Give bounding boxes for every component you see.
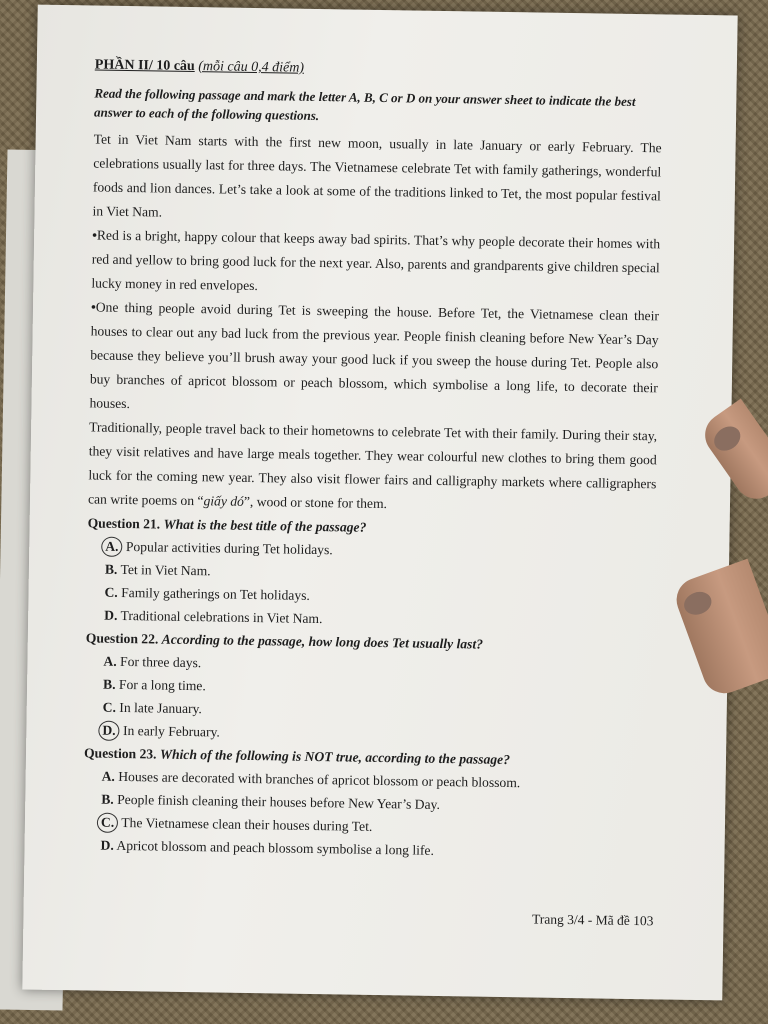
circled-answer-letter: A. <box>101 537 123 557</box>
question-label: Question 21. <box>87 515 161 532</box>
passage-intro: Tet in Viet Nam starts with the first new moon, usually in late January or early February. The celebrations usually last for three days. The Vietnamese celebrate Tet with family gatherings, wonderful foods and lion dances. Let’s take a look at some of the traditions linked to Tet, the most popular festival in Viet Nam. <box>92 131 662 220</box>
page-footer: Trang 3/4 - Mã đề 103 <box>531 911 654 929</box>
option-letter: C. <box>104 584 118 600</box>
option-text: Houses are decorated with branches of apricot blossom or peach blossom. <box>118 768 521 791</box>
questions-list <box>82 511 655 865</box>
para3-text-a: Traditionally, people travel back to their hometowns to celebrate Tet with their family. During their stay, they visit relatives and have large meals together. They wear colourful new clothes to bring them good luck for the coming new year. They also visit flower fairs and calligraphy markets where calligraphers can write poems on “ <box>87 419 658 509</box>
fingernail <box>681 588 715 618</box>
option-letter: A. <box>103 653 117 669</box>
passage-paragraph-3 <box>88 415 657 520</box>
section-heading <box>95 53 663 86</box>
option-letter: B. <box>104 561 118 577</box>
option-text: People finish cleaning their houses before New Year’s Day. <box>117 791 441 812</box>
page-content <box>82 53 663 865</box>
circled-answer-letter: C. <box>97 813 119 833</box>
option-letter: B. <box>101 791 114 807</box>
option-text: Family gatherings on Tet holidays. <box>121 584 310 603</box>
option-text: Apricot blossom and peach blossom symbolise a long life. <box>116 837 435 858</box>
question-label: Question 23. <box>83 745 157 762</box>
option-letter: A. <box>101 768 116 784</box>
question-text: According to the passage, how long does Tet usually last? <box>161 631 484 652</box>
option-text: The Vietnamese clean their houses during Tet. <box>121 814 373 834</box>
section-title: PHẦN II/ 10 câu <box>94 57 195 75</box>
exam-page <box>22 5 737 1001</box>
question-text: Which of the following is NOT true, according to the passage? <box>159 746 511 768</box>
option-text: In early February. <box>122 722 220 740</box>
section-points: (mỗi câu 0,4 điểm) <box>198 59 305 76</box>
para3-text-b: ”, wood or stone for them. <box>243 493 388 512</box>
question-text: What is the best title of the passage? <box>163 516 367 535</box>
para3-italic-term: giấy dó <box>203 493 245 509</box>
fingernail <box>709 422 745 456</box>
question-label: Question 22. <box>85 630 159 647</box>
option-text: Traditional celebrations in Viet Nam. <box>120 607 323 627</box>
instruction: Read the following passage and mark the letter A, B, C or D on your answer sheet to indicate the best answer to each of the following questions. <box>93 85 636 123</box>
option-text: Popular activities during Tet holidays. <box>125 539 333 558</box>
passage-bullet-1 <box>91 223 660 304</box>
option-letter: D. <box>100 837 114 853</box>
option-text: For a long time. <box>118 676 206 694</box>
option-letter: B. <box>102 676 116 692</box>
option-letter: D. <box>104 607 118 623</box>
circled-answer-letter: D. <box>98 721 120 741</box>
passage-bullet-2 <box>89 295 659 424</box>
option-text: Tet in Viet Nam. <box>120 561 211 579</box>
bullet-1-text: Red is a bright, happy colour that keeps away bad spirits. That’s why people decorate their homes with red and yellow to bring good luck for the next year. Also, parents and grandparents give children special lucky money in red envelopes. <box>91 227 661 294</box>
option-text: In late January. <box>119 699 203 717</box>
option-text: For three days. <box>119 653 202 671</box>
option-letter: C. <box>102 699 117 715</box>
bullet-2-text: One thing people avoid during Tet is sweeping the house. Before Tet, the Vietnamese clean their houses to clear out any bad luck from the previous year. People finish cleaning before New Year’s Day because they believe you’ll brush away your good luck if you sweep the house during Tet. People also buy branches of apricot blossom or peach blossom, which symbolise a long life, to decorate their houses. <box>89 299 660 412</box>
